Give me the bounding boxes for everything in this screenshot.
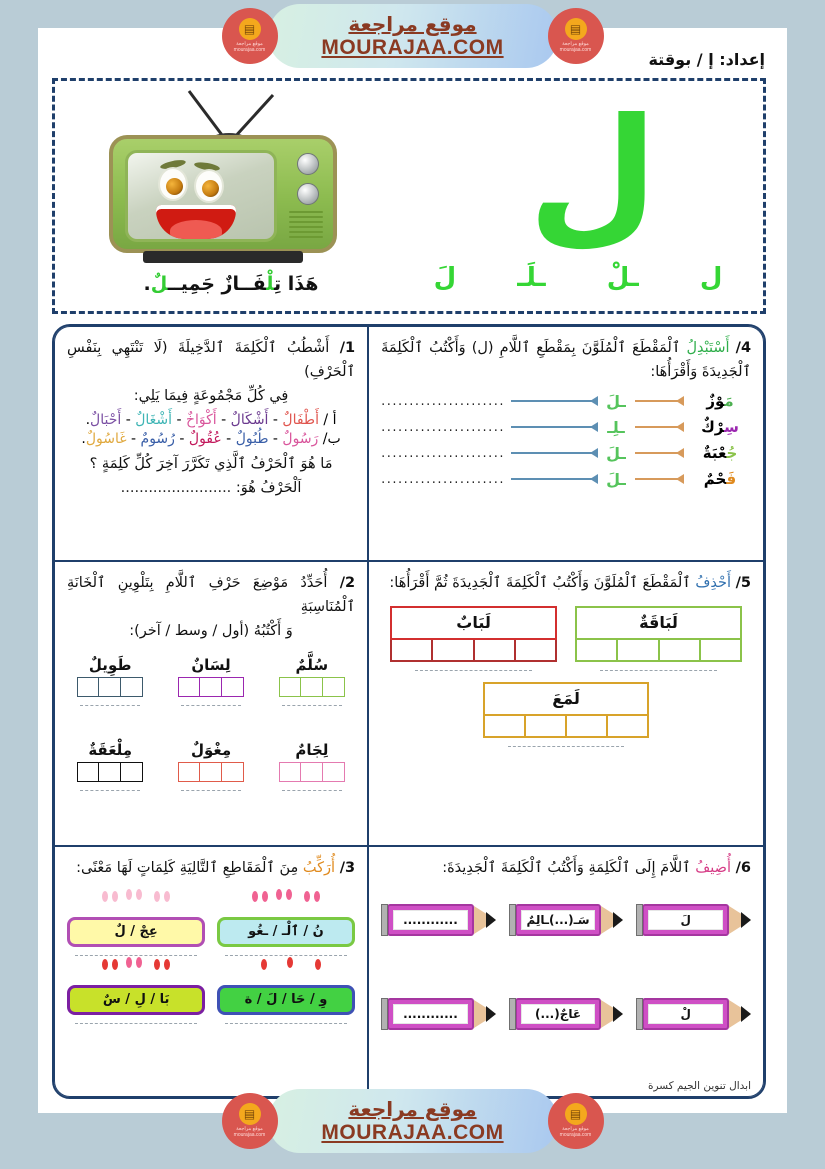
exercise-1-group-b: ب/ رَسُولٌ - طُبُولٌ - عُقُولٌ - رُسُومٌ - غَاسُولٌ.: [81, 430, 341, 447]
position-cell[interactable]: [121, 677, 143, 697]
group-b-label: ب/: [322, 430, 341, 447]
position-cell[interactable]: [200, 677, 222, 697]
kitty-icon: [273, 963, 299, 987]
position-cell[interactable]: [99, 762, 121, 782]
position-cell[interactable]: [279, 762, 301, 782]
exercise-5-item: [390, 606, 556, 672]
exercise-2-word: مِغْوَلٌ: [190, 740, 232, 759]
exercise-3-item: [217, 963, 355, 1025]
exercise-2-row-1: [67, 656, 355, 707]
exercise-2-word: سُلَّمٌ: [295, 655, 329, 674]
tv-knob-top: [297, 153, 319, 175]
exercise-2: [54, 561, 368, 846]
kitty-icon: [249, 965, 269, 987]
book-icon: ▤: [239, 18, 261, 40]
exercise-2-text-2: وَ أَكْتُبُهُ (أول / وسط / آخر):: [129, 622, 293, 639]
exercise-3-prompt: [67, 857, 355, 881]
exercise-6-row-2: [381, 985, 751, 1035]
ex4-word-prefix: سِ: [724, 418, 739, 437]
bunny-icon: [274, 895, 298, 919]
position-cell[interactable]: [77, 762, 99, 782]
tv-knob-bottom: [297, 183, 319, 205]
exercise-2-word: مِلْعَقَةٌ: [88, 740, 133, 759]
ex4-word-prefix: جُ: [726, 444, 738, 463]
exercise-5-row-2: [381, 682, 751, 748]
pencil-body: [387, 904, 474, 936]
smiling-mouth: [156, 205, 236, 239]
caption-highlight-2: لٌ: [150, 273, 168, 295]
pencil-lead: [613, 1006, 623, 1022]
pencil-lead: [486, 1006, 496, 1022]
position-cell[interactable]: [301, 762, 323, 782]
exercise-4-answer-blank[interactable]: ......................: [381, 471, 505, 487]
exercise-1-prompt: [67, 337, 355, 385]
site-title-arabic: موقع مراجعة: [348, 1096, 477, 1121]
arrow-orange: [635, 400, 683, 402]
exercise-2-word: طَوِيلٌ: [88, 655, 132, 674]
exercise-2-word: لِجَامٌ: [295, 740, 329, 759]
ex4-word-rest: عْبَةٌ: [702, 444, 727, 463]
pencil-body: [515, 904, 602, 936]
answer-cell[interactable]: [526, 716, 567, 738]
site-logo-left[interactable]: [548, 8, 604, 64]
caption-highlight-1: لْ: [266, 273, 275, 295]
exercise-3-text: مِنَ ٱلْمَقَاطِعِ ٱلتَّالِيَةِ كَلِمَاتٍ لَهَا مَعْنًى:: [76, 860, 299, 876]
exercise-4-keyword: أَسْتَبْدِلُ: [686, 340, 730, 356]
book-icon: ▤: [565, 18, 587, 40]
answer-cell[interactable]: [701, 640, 742, 662]
book-icon: ▤: [239, 1103, 261, 1125]
word-option[interactable]: طُبُولٌ: [235, 430, 269, 447]
exercise-1-question: مَا هُوَ ٱلْحَرْفُ ٱلَّذِي تَكَرَّرَ آخِرَ كُلِّ كَلِمَةٍ ؟: [89, 455, 333, 472]
pencil-text: لَ: [648, 910, 723, 930]
exercise-4-answer-blank[interactable]: ......................: [381, 445, 505, 461]
group-a-label: أ /: [323, 411, 337, 428]
exercise-2-item: [168, 656, 254, 707]
write-line[interactable]: [600, 670, 717, 672]
tv-stand: [143, 251, 303, 263]
exercise-5-keyword: أَحْذِفُ: [695, 575, 731, 591]
exercise-5-text-1: ٱلْمَقْطَعَ ٱلْمُلَوَّنَ وَأَكْتُبُ ٱلْكَلِمَةَ ٱلْجَدِيدَةَ ثُمَّ: [433, 575, 691, 591]
ears: [126, 889, 142, 899]
exercise-4-number: 4/: [735, 340, 752, 356]
pupil-right: [202, 180, 219, 197]
answer-cell[interactable]: [483, 716, 526, 738]
pencil-body: [642, 998, 729, 1030]
word-option[interactable]: أَحْبَالٌ: [90, 411, 122, 428]
pencil-text: سَـ(...)ـالِمٌ: [521, 910, 596, 930]
exercise-3-keyword: أُرَكِّبُ: [302, 860, 336, 876]
exercise-5-answer-cells[interactable]: [390, 640, 556, 662]
eye-left: [158, 167, 188, 201]
exercise-4-lam: ـلَ: [606, 443, 626, 463]
position-cell[interactable]: [279, 677, 301, 697]
exercise-1-text-1: أَشْطُبُ ٱلْكَلِمَةَ ٱلدَّخِيلَةَ (لَا تَنْتَهِي بِنَفْسِ ٱلْحَرْفِ): [67, 340, 356, 380]
exercise-3-item: [67, 895, 205, 957]
logo-caption: موقع مراجعة mourajaa.com: [233, 41, 266, 53]
syllable-card[interactable]: وِ / حَا / لَ / ة: [217, 985, 355, 1015]
write-line[interactable]: [225, 1023, 347, 1025]
arrow-orange: [635, 452, 683, 454]
exercise-5-row-1: [381, 606, 751, 672]
exercise-2-item: [67, 741, 153, 792]
site-logo-right[interactable]: [222, 8, 278, 64]
tv-caption: [71, 273, 391, 295]
answer-cell[interactable]: [433, 640, 474, 662]
exercise-2-number: 2/: [339, 575, 356, 591]
exercise-4-lam: ـلَ: [606, 391, 626, 411]
ex4-word-prefix: مَ: [724, 392, 734, 411]
exercise-4-row: [381, 470, 751, 489]
eye-right: [194, 169, 224, 203]
pencil-ferrule: [381, 998, 388, 1030]
answer-cell[interactable]: [567, 716, 608, 738]
syllable-card[interactable]: بَا / لِ / سٌ: [67, 985, 205, 1015]
exercise-2-text-1: أُحَدِّدُ مَوْضِعَ حَرْفِ ٱللَّامِ بِتَلْوِينِ ٱلْخَانَةِ ٱلْمُنَاسِبَةِ: [67, 575, 356, 615]
kitty-icon: [152, 965, 172, 987]
arrow-blue: [511, 426, 597, 428]
exercise-2-prompt: [67, 572, 355, 620]
bunny-icon: [152, 897, 172, 919]
site-logo-left[interactable]: [548, 1093, 604, 1149]
prepared-by-label: إعداد: إ / بوقتة: [648, 50, 765, 69]
ears: [252, 891, 268, 901]
word-option[interactable]: عُقُولٌ: [188, 430, 222, 447]
tongue: [170, 220, 222, 239]
exercise-3-item: [217, 895, 355, 957]
letter-forms-row: [403, 263, 753, 293]
exercise-4-word: [689, 392, 751, 410]
word-option[interactable]: أَكْوَاخٌ: [185, 411, 217, 428]
bunny-icon: [250, 897, 270, 919]
answer-cell[interactable]: [608, 716, 649, 738]
position-cell[interactable]: [301, 677, 323, 697]
pencil-body: [642, 904, 729, 936]
answer-cell[interactable]: [475, 640, 516, 662]
exercise-grid: [52, 324, 766, 1099]
write-line[interactable]: [181, 705, 241, 707]
exercise-5-word-box: لَمَعَ: [483, 682, 649, 716]
kitty-characters-icon: [217, 963, 355, 987]
ex4-word-rest: حْمٌ: [703, 470, 727, 489]
write-line[interactable]: [181, 790, 241, 792]
exercise-3-number: 3/: [339, 860, 356, 876]
hero-frame: [52, 78, 766, 314]
exercise-4-row: [381, 392, 751, 411]
position-cell[interactable]: [121, 762, 143, 782]
pencil-answer-blank[interactable]: ............: [393, 910, 468, 930]
exercise-5-item: [575, 606, 741, 672]
ears: [251, 959, 267, 969]
position-cells[interactable]: [269, 762, 355, 782]
position-cells[interactable]: [168, 677, 254, 697]
position-cell[interactable]: [77, 677, 99, 697]
exercise-1-number: 1/: [339, 340, 356, 356]
letter-form-final: ـلْ: [606, 263, 639, 293]
exercise-1-group-a: أ / أَطْفَالٌ - أَشْكَالٌ - أَكْوَاخٌ - أَشْغَالٌ - أَحْبَالٌ.: [85, 411, 337, 428]
site-title-pill[interactable]: [268, 4, 558, 68]
position-cells[interactable]: [168, 762, 254, 782]
exercise-6-keyword: أُضِيفُ: [695, 860, 731, 876]
site-title-arabic: موقع مراجعة: [348, 11, 477, 36]
book-icon: ▤: [565, 1103, 587, 1125]
word-option[interactable]: أَشْغَالٌ: [135, 411, 173, 428]
bunny-icon: [302, 897, 322, 919]
worksheet-page: [38, 28, 787, 1113]
caption-period: .: [143, 273, 151, 295]
kitty-characters-icon: [67, 963, 205, 987]
exercise-5-answer-cells[interactable]: [575, 640, 741, 662]
ears: [126, 957, 142, 967]
pencil-ferrule: [636, 998, 643, 1030]
bunny-icon: [124, 895, 148, 919]
letter-form-initial: لَ: [433, 263, 457, 293]
exercise-5-answer-cells[interactable]: [483, 716, 649, 738]
tv-body: [109, 135, 337, 253]
pencil-lead: [741, 1006, 751, 1022]
exercise-3-item: [67, 963, 205, 1025]
exercise-5-prompt: [381, 572, 751, 596]
exercise-6: [368, 846, 764, 1097]
exercise-2-item: [67, 656, 153, 707]
bunny-characters-icon: [67, 895, 205, 919]
kitty-icon: [303, 965, 323, 987]
site-title-url: MOURAJAA.COM: [321, 1120, 504, 1144]
arrow-blue: [511, 478, 597, 480]
word-option[interactable]: أَطْفَالٌ: [282, 411, 319, 428]
ex4-word-rest: وْزٌ: [706, 392, 725, 411]
pencil-lead: [613, 912, 623, 928]
pencil-ferrule: [636, 904, 643, 936]
ears: [102, 891, 118, 901]
ears: [304, 891, 320, 901]
exercise-4-prompt: [381, 337, 751, 385]
exercise-5-word-box: لَبَابٌ: [390, 606, 556, 640]
ex4-word-prefix: فَ: [726, 470, 737, 489]
answer-cell[interactable]: [618, 640, 659, 662]
exercise-1-answer-blank[interactable]: ........................: [120, 479, 232, 496]
write-line[interactable]: [80, 790, 140, 792]
pencil-body: [387, 998, 474, 1030]
syllable-card[interactable]: نُ / ٱلْـ / ـغُو: [217, 917, 355, 947]
kitty-icon: [124, 963, 148, 987]
word-option[interactable]: غَاسُولٌ: [85, 430, 127, 447]
exercise-6-text: ٱللَّامَ إِلَى ٱلْكَلِمَةِ وَأَكْتُبُ ٱلْكَلِمَةَ ٱلْجَدِيدَةَ:: [442, 860, 691, 876]
pencil-card: [636, 899, 751, 941]
pencil-card: [509, 899, 624, 941]
exercise-4-lam: ـلِـ: [607, 417, 625, 437]
exercise-1-prompt-2: فِي كُلِّ مَجْمُوعَةٍ فِيمَا يَلِي:: [133, 387, 289, 404]
position-cells[interactable]: [67, 762, 153, 782]
exercise-4-text-2: ٱلْكَلِمَةَ ٱلْجَدِيدَةَ وَأَقْرَأُهَا:: [381, 340, 751, 380]
write-line[interactable]: [75, 1023, 197, 1025]
write-line[interactable]: [282, 705, 342, 707]
answer-cell[interactable]: [660, 640, 701, 662]
pencil-card: [381, 899, 496, 941]
tv-screen: [125, 150, 277, 242]
pencil-text: عَاجٌ(...): [521, 1004, 596, 1024]
write-line[interactable]: [282, 790, 342, 792]
answer-cell[interactable]: [390, 640, 433, 662]
exercise-5-item: [483, 682, 649, 748]
exercise-4-row: [381, 418, 751, 437]
exercise-6-number: 6/: [735, 860, 751, 876]
exercise-4-row: [381, 444, 751, 463]
ears: [305, 959, 321, 969]
pencil-lead: [741, 912, 751, 928]
exercise-6-row-1: [381, 891, 751, 941]
word-option[interactable]: أَشْكَالٌ: [230, 411, 269, 428]
position-cell[interactable]: [200, 762, 222, 782]
exercise-5: [368, 561, 764, 846]
exercise-4-word: [689, 418, 751, 436]
word-option[interactable]: رَسُولٌ: [282, 430, 319, 447]
ears: [276, 889, 292, 899]
kitty-icon: [100, 965, 120, 987]
exercise-5-text-2: أَقْرَأُهَا:: [389, 575, 430, 591]
exercise-3: [54, 846, 368, 1097]
position-cell[interactable]: [178, 762, 200, 782]
position-cells[interactable]: [269, 677, 355, 697]
letter-form-medial: ـلَـ: [517, 263, 546, 293]
pencil-card: [509, 993, 624, 1035]
position-cell[interactable]: [222, 677, 244, 697]
write-line[interactable]: [415, 670, 532, 672]
pencil-card: [636, 993, 751, 1035]
top-banner: [0, 0, 825, 72]
bunny-icon: [100, 897, 120, 919]
exercise-4-text-1: ٱلْمَقْطَعَ ٱلْمُلَوَّنَ بِمَقْطَعِ ٱللَّامِ (ل) وَأَكْتُبُ: [429, 340, 681, 356]
site-title-pill[interactable]: [268, 1089, 558, 1153]
write-line[interactable]: [508, 746, 625, 748]
bottom-banner: [0, 1085, 825, 1157]
footnote: ابدال تنوين الجيم كسرة: [647, 1080, 751, 1092]
pencil-ferrule: [509, 904, 516, 936]
pencil-body: [515, 998, 602, 1030]
ears: [154, 891, 170, 901]
exercise-4-answer-blank[interactable]: ......................: [381, 419, 505, 435]
answer-cell[interactable]: [575, 640, 618, 662]
caption-part-2: فَــازٌ جَمِيــ: [167, 273, 267, 295]
logo-caption: موقع مراجعة mourajaa.com: [559, 1126, 592, 1138]
exercise-1-answer-label: اَلْحَرْفُ هُوَ:: [235, 479, 302, 496]
exercise-2-item: [269, 656, 355, 707]
pupil-left: [166, 178, 183, 195]
exercise-6-prompt: [381, 857, 751, 881]
arrow-blue: [511, 452, 597, 454]
exercise-5-number: 5/: [735, 575, 751, 591]
arrow-orange: [635, 478, 683, 480]
position-cell[interactable]: [222, 762, 244, 782]
position-cell[interactable]: [178, 677, 200, 697]
exercise-2-item: [269, 741, 355, 792]
big-letter-lam: ل: [527, 87, 659, 261]
exercise-2-word: لِسَانٌ: [191, 655, 231, 674]
logo-caption: موقع مراجعة mourajaa.com: [233, 1126, 266, 1138]
ears: [275, 957, 291, 967]
exercise-1: [54, 326, 368, 561]
pencil-card: [381, 993, 496, 1035]
position-cells[interactable]: [67, 677, 153, 697]
pencil-text: لْ: [648, 1004, 723, 1024]
ears: [102, 959, 118, 969]
write-line[interactable]: [80, 705, 140, 707]
exercise-4: [368, 326, 764, 561]
television-illustration: [77, 87, 377, 272]
logo-caption: موقع مراجعة mourajaa.com: [559, 41, 592, 53]
answer-cell[interactable]: [516, 640, 557, 662]
exercise-4-lam: ـلَ: [606, 469, 626, 489]
exercise-1-answer-line: [67, 477, 355, 501]
syllable-card[interactable]: عِجْ / لٌ: [67, 917, 205, 947]
position-cell[interactable]: [323, 677, 345, 697]
pencil-ferrule: [381, 904, 388, 936]
exercise-5-word-box: لَبَاقَةٌ: [575, 606, 741, 640]
tv-speaker-grill: [289, 211, 323, 239]
bunny-characters-icon: [217, 895, 355, 919]
exercise-4-answer-blank[interactable]: ......................: [381, 393, 505, 409]
exercise-3-cards: [67, 889, 355, 1025]
pencil-answer-blank[interactable]: ............: [393, 1004, 468, 1024]
exercise-4-word: [689, 444, 751, 462]
letter-form-isolated: ل: [699, 263, 723, 293]
site-title-url: MOURAJAA.COM: [321, 35, 504, 59]
ears: [154, 959, 170, 969]
site-logo-right[interactable]: [222, 1093, 278, 1149]
pencil-ferrule: [509, 998, 516, 1030]
exercise-4-word: [689, 470, 751, 488]
position-cell[interactable]: [323, 762, 345, 782]
arrow-blue: [511, 400, 597, 402]
exercise-2-item: [168, 741, 254, 792]
pencil-lead: [486, 912, 496, 928]
caption-part-1: هَذَا تِ: [274, 273, 319, 295]
exercise-2-row-2: [67, 741, 355, 792]
word-option[interactable]: رُسُومٌ: [140, 430, 175, 447]
ex4-word-rest: رْكٌ: [701, 418, 725, 437]
position-cell[interactable]: [99, 677, 121, 697]
arrow-orange: [635, 426, 683, 428]
